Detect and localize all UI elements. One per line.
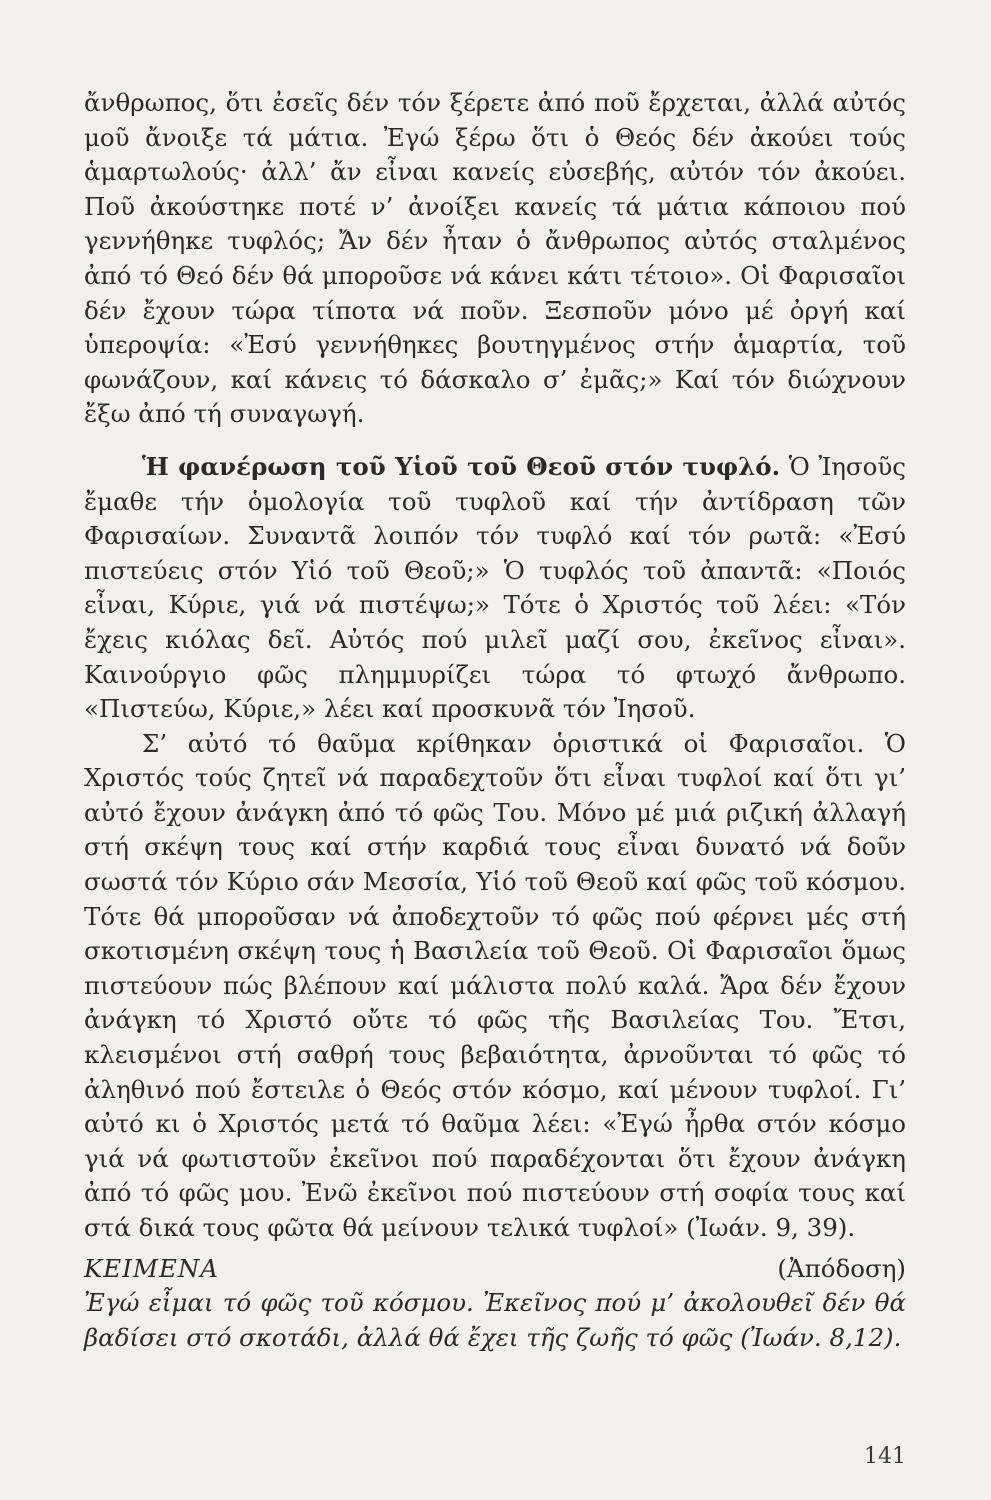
section-heading: Ἡ φανέρωση τοῦ Υἱοῦ τοῦ Θεοῦ στόν τυφλό. [142,451,781,481]
texts-label: ΚΕΙΜΕΝΑ [84,1253,219,1283]
page-body [84,86,906,1355]
paragraph-2-body: Ὁ Ἰησοῦς ἔμαθε τήν ὁμολογία τοῦ τυφλοῦ καί τήν ἀντίδραση τῶν Φαρισαίων. Συναντᾶ λοιπόν τόν τυφλό καί τόν ρωτᾶ: «Ἐσύ πιστεύεις στόν Υἱό τοῦ Θεοῦ;» Ὁ τυφλός τοῦ ἀπαντᾶ: «Ποιός εἶναι, Κύριε, γιά νά πιστέψω;» Τότε ὁ Χριστός τοῦ λέει: «Τόν ἔχεις κιόλας δεῖ. Αὐτός πού μιλεῖ μαζί σου, ἐκεῖνος εἶναι». Καινούργιο φῶς πλημμυρίζει τώρα τό φτωχό ἄνθρωπο. «Πιστεύω, Κύριε,» λέει καί προσκυνᾶ τόν Ἰησοῦ. [84,451,906,724]
page-number: 141 [864,1444,906,1469]
scripture-quote: Ἐγώ εἶμαι τό φῶς τοῦ κόσμου. Ἐκεῖνος πού μ’ ἀκολουθεῖ δέν θά βαδίσει στό σκοτάδι, ἀλλά θά ἔχει τῆς ζωῆς τό φῶς (Ἰωάν. 8,12). [84,1288,906,1352]
paragraph-3: Σ’ αὐτό τό θαῦμα κρίθηκαν ὁριστικά οἱ Φαρισαῖοι. Ὁ Χριστός τούς ζητεῖ νά παραδεχτοῦν ὅτι εἶναι τυφλοί καί ὅτι γι’ αὐτό ἔχουν ἀνάγκη ἀπό τό φῶς Του. Μόνο μέ μιά ριζική ἀλλαγή στή σκέψη τους καί στήν καρδιά τους εἶναι δυνατό νά δοῦν σωστά τόν Κύριο σάν Μεσσία, Υἱό τοῦ Θεοῦ καί φῶς τοῦ κόσμου. Τότε θά μποροῦσαν νά ἀποδεχτοῦν τό φῶς πού φέρνει μές στή σκοτισμένη σκέψη τους ἡ Βασιλεία τοῦ Θεοῦ. Οἱ Φαρισαῖοι ὅμως πιστεύουν πώς βλέπουν καί μάλιστα πολύ καλά. Ἄρα δέν ἔχουν ἀνάγκη τό Χριστό οὔτε τό φῶς τῆς Βασιλείας Του. Ἔτσι, κλεισμένοι στή σαθρή τους βεβαιότητα, ἀρνοῦνται τό φῶς τό ἀληθινό πού ἔστειλε ὁ Θεός στόν κόσμο, καί μένουν τυφλοί. Γι’ αὐτό κι ὁ Χριστός μετά τό θαῦμα λέει: «Ἐγώ ἦρθα στόν κόσμο γιά νά φωτιστοῦν ἐκεῖνοι πού παραδέχονται ὅτι ἔχουν ἀνάγκη ἀπό τό φῶς μου. Ἐνῶ ἐκεῖνοι πού πιστεύουν στή σοφία τους καί στά δικά τους φῶτα θά μείνουν τελικά τυφλοί» (Ἰωάν. 9, 39). [84,728,906,1242]
texts-header [84,1252,906,1287]
translation-note: (Ἀπόδοση) [777,1253,906,1283]
paragraph-1: ἄνθρωπος, ὅτι ἐσεῖς δέν τόν ξέρετε ἀπό ποῦ ἔρχεται, ἀλλά αὐτός μοῦ ἄνοιξε τά μάτια. Ἐγώ ξέρω ὅτι ὁ Θεός δέν ἀκούει τούς ἁμαρτωλούς· ἀλλ’ ἄν εἶναι κανείς εὐσεβής, αὐτόν τόν ἀκούει. Ποῦ ἀκούστηκε ποτέ ν’ ἀνοίξει κανείς τά μάτια κάποιου πού γεννήθηκε τυφλός; Ἄν δέν ἦταν ὁ ἄνθρωπος αὐτός σταλμένος ἀπό τό Θεό δέν θά μποροῦσε νά κάνει κάτι τέτοιο». Οἱ Φαρισαῖοι δέν ἔχουν τώρα τίποτα νά ποῦν. Ξεσποῦν μόνο μέ ὀργή καί ὑπεροψία: «Ἐσύ γεννήθηκες βουτηγμένος στήν ἁμαρτία, τοῦ φωνάζουν, καί κάνεις τό δάσκαλο σ’ ἐμᾶς;» Καί τόν διώχνουν ἔξω ἀπό τή συναγωγή. [84,88,906,429]
paragraph-2 [84,450,906,727]
